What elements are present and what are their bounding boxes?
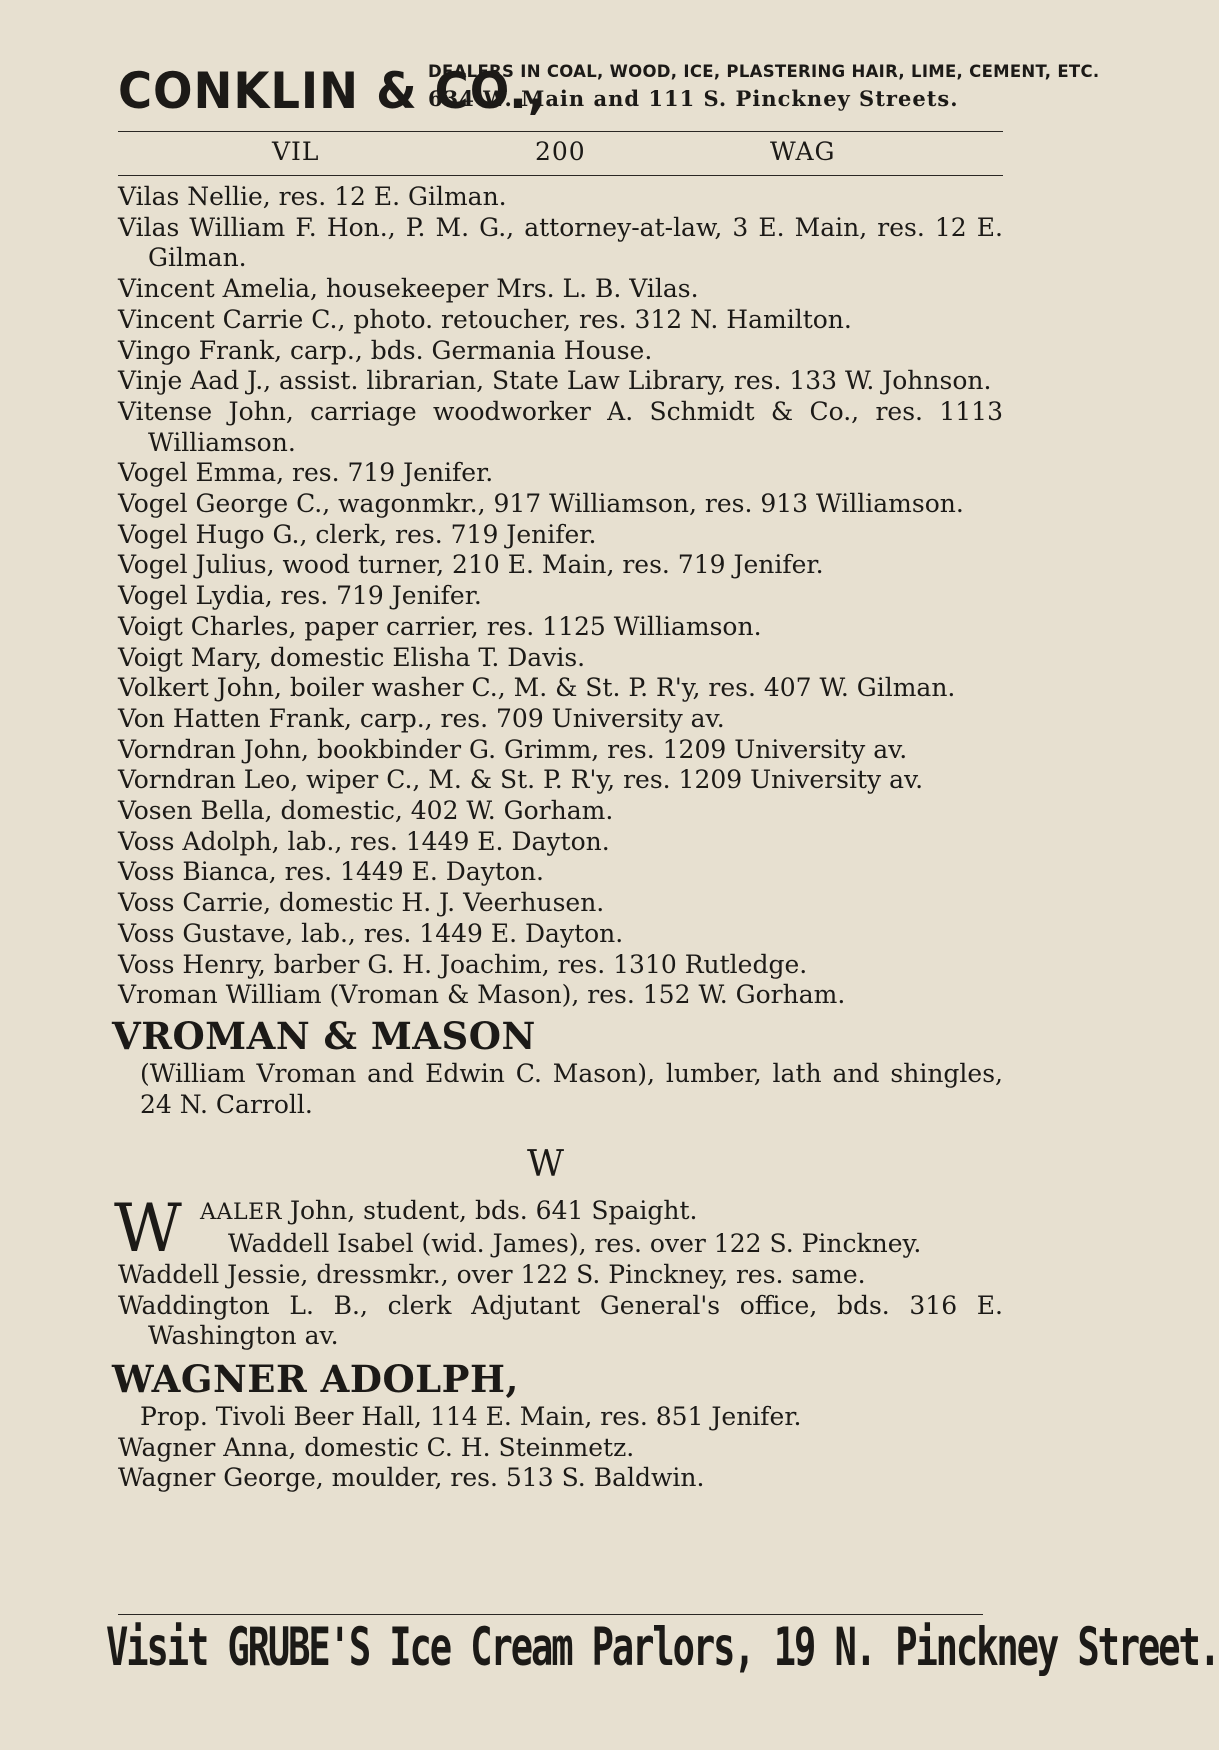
- entries-w2-group: [118, 1433, 1003, 1494]
- entries-w-group: [118, 1260, 1003, 1352]
- directory-entry: Vorndran Leo, wiper C., M. & St. P. R'y, res. 1209 University av.: [118, 765, 924, 795]
- header-rule-top: [118, 131, 1003, 132]
- directory-entry: Volkert John, boiler washer C., M. & St. P. R'y, res. 407 W. Gilman.: [118, 673, 956, 703]
- firm-description: Prop. Tivoli Beer Hall, 114 E. Main, res. 851 Jenifer.: [140, 1401, 802, 1431]
- directory-entry: Waddell Jessie, dressmkr., over 122 S. Pinckney, res. same.: [118, 1259, 866, 1289]
- directory-entry: Vilas Nellie, res. 12 E. Gilman.: [118, 182, 507, 211]
- directory-entry: Vogel Emma, res. 719 Jenifer.: [118, 458, 494, 488]
- directory-entry: Voigt Mary, domestic Elisha T. Davis.: [118, 642, 586, 672]
- directory-entry: Vogel Julius, wood turner, 210 E. Main, res. 719 Jenifer.: [118, 550, 824, 580]
- directory-entry: Voigt Charles, paper carrier, res. 1125 Williamson.: [118, 611, 762, 641]
- header-rule-bottom: [118, 175, 1003, 176]
- firm-heading: VROMAN & MASON: [112, 1013, 536, 1058]
- directory-entry: Wagner Anna, domestic C. H. Steinmetz.: [118, 1432, 635, 1462]
- running-head-left: VIL: [272, 137, 320, 166]
- directory-entry: Voss Gustave, lab., res. 1449 E. Dayton.: [118, 918, 624, 948]
- directory-entry: Von Hatten Frank, carp., res. 709 University av.: [118, 703, 725, 733]
- entry-caps: AALER: [200, 1200, 283, 1226]
- advertiser-name: CONKLIN & CO.,: [118, 62, 547, 120]
- running-head-right: WAG: [770, 137, 836, 166]
- directory-entry: Vroman William (Vroman & Mason), res. 152 W. Gorham.: [118, 980, 846, 1010]
- directory-entry: Vincent Carrie C., photo. retoucher, res. 312 N. Hamilton.: [118, 304, 852, 334]
- directory-entry: Vogel George C., wagonmkr., 917 Williamson, res. 913 Williamson.: [118, 489, 964, 519]
- directory-entry: Wagner George, moulder, res. 513 S. Baldwin.: [118, 1463, 705, 1493]
- section-letter: W: [526, 1144, 564, 1186]
- footer-rule: [118, 1614, 983, 1615]
- drop-cap: W: [114, 1190, 182, 1268]
- directory-entry: Vinje Aad J., assist. librarian, State Law Library, res. 133 W. Johnson.: [118, 366, 992, 396]
- entries-v-group: [118, 182, 1003, 1011]
- directory-entry: Vorndran John, bookbinder G. Grimm, res. 1209 University av.: [118, 734, 908, 764]
- directory-entry: Vitense John, carriage woodworker A. Schmidt & Co., res. 1113 Williamson.: [118, 396, 1003, 457]
- firm-description: (William Vroman and Edwin C. Mason), lumber, lath and shingles, 24 N. Carroll.: [140, 1058, 1003, 1119]
- directory-entry: Voss Bianca, res. 1449 E. Dayton.: [118, 857, 544, 887]
- directory-entry: Voss Henry, barber G. H. Joachim, res. 1310 Rutledge.: [118, 949, 808, 979]
- directory-entry: Vogel Hugo G., clerk, res. 719 Jenifer.: [118, 519, 597, 549]
- directory-entry: Vingo Frank, carp., bds. Germania House.: [118, 335, 653, 365]
- section-first-entries: [114, 1190, 1003, 1268]
- advertiser-goods: DEALERS IN COAL, WOOD, ICE, PLASTERING HAIR, LIME, CEMENT, ETC.: [428, 62, 1100, 81]
- firm-heading: WAGNER ADOLPH,: [112, 1356, 519, 1401]
- directory-entry: Voss Adolph, lab., res. 1449 E. Dayton.: [118, 826, 610, 856]
- directory-entry: Vincent Amelia, housekeeper Mrs. L. B. Vilas.: [118, 274, 699, 304]
- header-advertisement: [118, 60, 1100, 120]
- directory-entry: Vosen Bella, domestic, 402 W. Gorham.: [118, 796, 614, 826]
- directory-listing: [112, 182, 1003, 1494]
- entry-text: John, student, bds. 641 Spaight.: [282, 1196, 698, 1226]
- footer-advertisement: Visit GRUBE'S Ice Cream Parlors, 19 N. Pinckney Street.: [106, 1617, 1219, 1678]
- directory-entry: Waddell Isabel (wid. James), res. over 122 S. Pinckney.: [228, 1229, 922, 1259]
- directory-entry: [118, 1196, 1003, 1229]
- directory-entry: Waddington L. B., clerk Adjutant General's office, bds. 316 E. Washington av.: [118, 1290, 1003, 1351]
- directory-entry: Vilas William F. Hon., P. M. G., attorney-at-law, 3 E. Main, res. 12 E. Gilman.: [118, 212, 1003, 273]
- directory-entry: Vogel Lydia, res. 719 Jenifer.: [118, 581, 482, 611]
- page-number: 200: [535, 137, 586, 166]
- advertiser-address: 634 W. Main and 111 S. Pinckney Streets.: [428, 86, 959, 111]
- directory-entry: Voss Carrie, domestic H. J. Veerhusen.: [118, 888, 605, 918]
